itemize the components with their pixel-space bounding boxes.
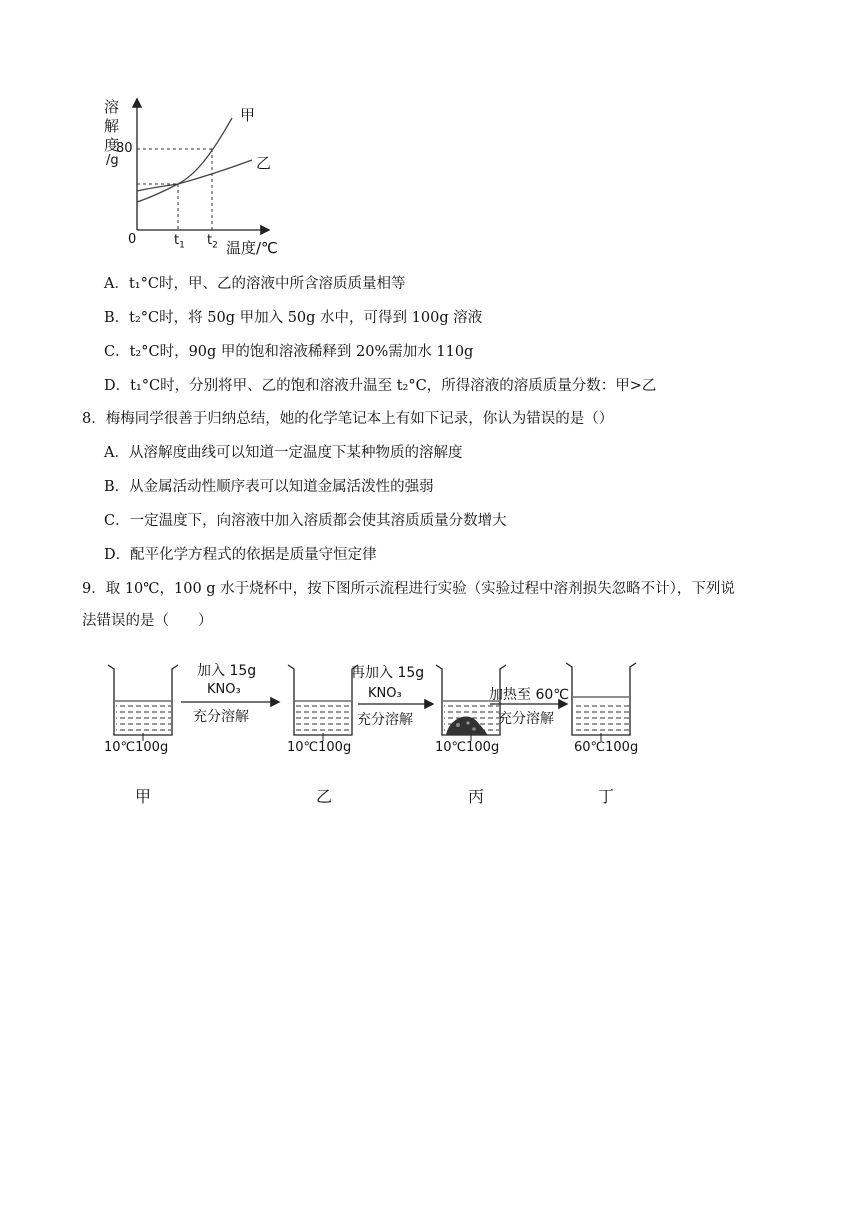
arrow1-line2: KNO₃ [207,682,241,697]
arrow2-line1: 再加入 15g [351,665,425,681]
beaker-yi-temp: 10℃100g [287,740,352,755]
x-tick-t1: $t_1$ [174,233,185,251]
q8-option-d: D．配平化学方程式的依据是质量守恒定律 [104,547,377,563]
x-axis-label: 温度/℃ [226,239,278,257]
q7-option-d: D．t₁°C时，分别将甲、乙的饱和溶液升温至 t₂°C，所得溶液的溶质质量分数：甲>乙 [104,378,657,394]
beaker-jia-temp: 10℃100g [104,740,169,755]
origin-label: 0 [128,232,137,247]
beaker-jia-name: 甲 [135,787,152,806]
y-label-4: /g [106,153,119,168]
arrow1-line1: 加入 15g [197,663,257,679]
curve-label-jia: 甲 [240,106,256,124]
q8-option-b: B．从金属活动性顺序表可以知道金属活泼性的强弱 [104,479,434,495]
curve-yi [137,160,252,191]
arrow2-line2: KNO₃ [368,686,402,701]
beaker-yi-name: 乙 [316,787,333,806]
q8-option-c: C．一定温度下，向溶液中加入溶质都会使其溶质质量分数增大 [104,513,507,529]
q8-option-a: A．从溶解度曲线可以知道一定温度下某种物质的溶解度 [104,445,463,461]
q9-stem-line1: 9．取 10℃，100 g 水于烧杯中，按下图所示流程进行实验（实验过程中溶剂损失忽略不计），下列说 [82,581,735,597]
y-tick-80: 80 [116,141,133,156]
q7-option-b: B．t₂°C时，将 50g 甲加入 50g 水中，可得到 100g 溶液 [104,310,483,326]
x-tick-t2: $t_2$ [207,233,218,251]
beaker-bing-temp: 10℃100g [435,740,500,755]
beaker-ding-name: 丁 [598,787,615,806]
beaker-yi [288,665,358,741]
flow-diagram [0,655,860,785]
beaker-jia [108,665,178,741]
beaker-ding-temp: 60℃100g [574,740,639,755]
arrow3-line1: 加热至 60℃ [489,687,569,703]
q7-option-c: C．t₂°C时，90g 甲的饱和溶液稀释到 20%需加水 110g [104,344,474,360]
y-label-1: 溶 [104,98,120,116]
arrow2-line3: 充分溶解 [357,712,413,728]
arrow3-line2: 充分溶解 [498,711,554,727]
y-label-2: 解 [104,117,120,135]
beaker-bing-name: 丙 [468,787,485,806]
curve-jia [137,118,232,202]
q7-option-a: A．t₁°C时，甲、乙的溶液中所含溶质质量相等 [104,276,406,292]
y-label-3: 度 [104,136,120,154]
beaker-ding [566,663,636,741]
solubility-graph [0,0,860,270]
curve-label-yi: 乙 [256,154,272,172]
q9-stem-line2: 法错误的是（ ） [82,613,213,629]
q8-stem: 8．梅梅同学很善于归纳总结，她的化学笔记本上有如下记录，你认为错误的是（） [82,411,614,427]
arrow1-line3: 充分溶解 [193,709,249,725]
